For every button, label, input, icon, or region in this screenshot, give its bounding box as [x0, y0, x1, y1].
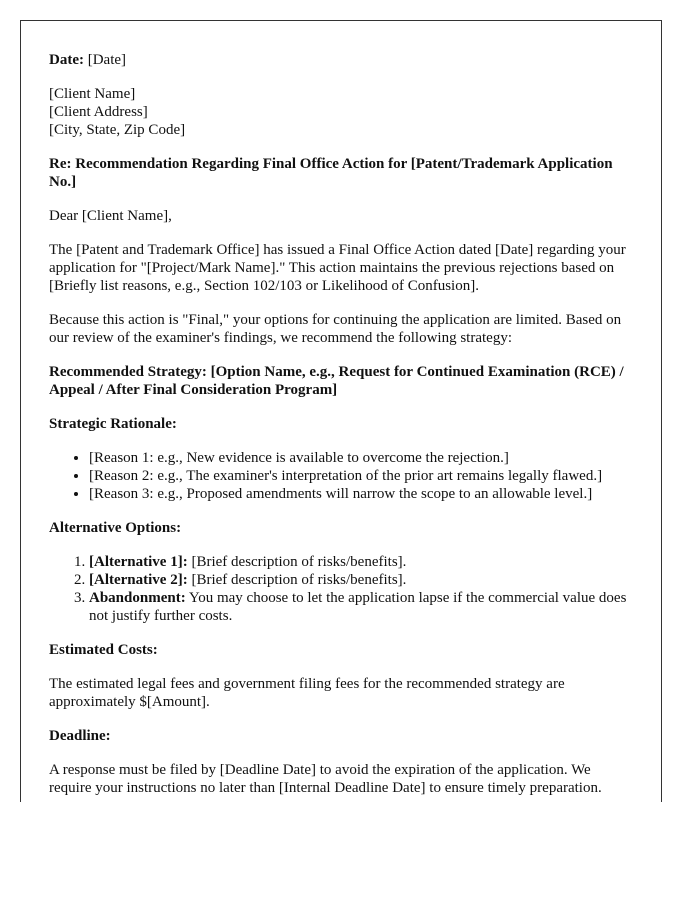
list-item: 2. [Alternative 2]: [Brief description of risks/benefits]. — [89, 571, 632, 589]
list-item: • [Reason 1: e.g., New evidence is available to overcome the rejection.] — [89, 449, 632, 467]
client-name: [Client Name] — [49, 86, 136, 102]
letter-page — [20, 20, 662, 802]
deadline-heading: Deadline: — [49, 728, 111, 744]
recommended-strategy: Recommended Strategy: [Option Name, e.g., Request for Continued Examination (RCE) / Appeal / After Final Consideration Program] — [49, 364, 624, 398]
salutation: Dear [Client Name], — [49, 208, 172, 224]
costs-text: The estimated legal fees and government filing fees for the recommended strategy are approximately $[Amount]. — [49, 676, 565, 710]
client-city: [City, State, Zip Code] — [49, 122, 186, 138]
intro-paragraph: The [Patent and Trademark Office] has issued a Final Office Action dated [Date] regarding your application for "[Project/Mark Name]." This action maintains the previous rejections based on [Briefly list reasons, e.g., Section 102/103 or Likelihood of Confusion]. — [49, 242, 626, 294]
final-paragraph: Because this action is "Final," your options for continuing the application are limited. Based on our review of the examiner's findings, we recommend the following strategy: — [49, 312, 622, 346]
subject-line: Re: Recommendation Regarding Final Office Action for [Patent/Trademark Application No.] — [49, 156, 613, 190]
rationale-heading: Strategic Rationale: — [49, 416, 177, 432]
deadline-text: A response must be filed by [Deadline Date] to avoid the expiration of the application. We require your instructions no later than [Internal Deadline Date] to ensure timely preparation. — [49, 762, 602, 796]
alternatives-heading: Alternative Options: — [49, 520, 182, 536]
client-address: [Client Address] — [49, 104, 148, 120]
client-address-block — [49, 85, 632, 139]
list-item: 3. Abandonment: You may choose to let the application lapse if the commercial value does not justify further costs. — [89, 589, 632, 625]
date-line: Date: [Date] — [49, 52, 127, 68]
list-item: • [Reason 2: e.g., The examiner's interpretation of the prior art remains legally flawed.] — [89, 467, 632, 485]
alternatives-list — [49, 553, 632, 625]
list-item: 1. [Alternative 1]: [Brief description of risks/benefits]. — [89, 553, 632, 571]
list-item: • [Reason 3: e.g., Proposed amendments will narrow the scope to an allowable level.] — [89, 485, 632, 503]
rationale-list — [49, 449, 632, 503]
costs-heading: Estimated Costs: — [49, 642, 158, 658]
